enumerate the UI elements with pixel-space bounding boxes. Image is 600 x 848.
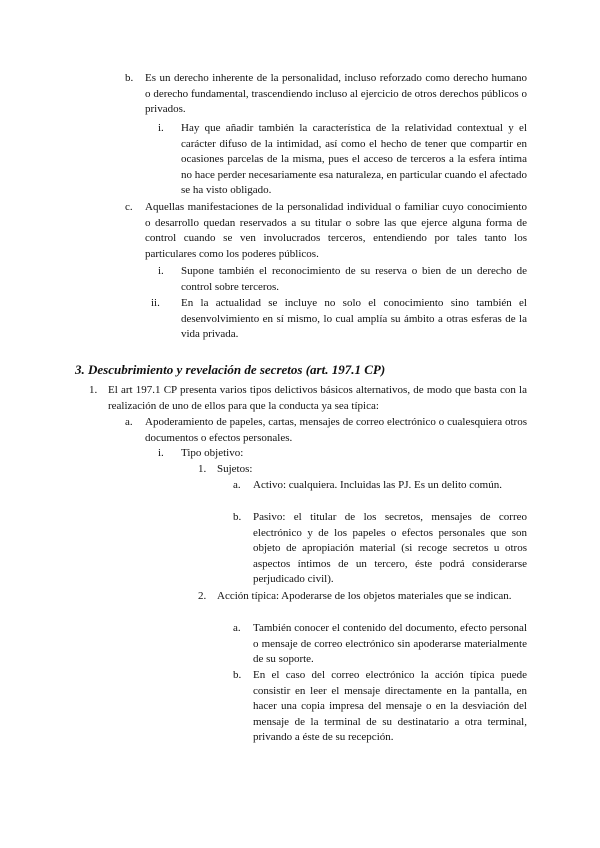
list-marker: a. (125, 416, 133, 428)
list-marker: i. (158, 447, 164, 459)
list-item-c-i (158, 264, 527, 295)
list-item-sujetos-b (233, 510, 527, 588)
list-marker: b. (233, 511, 242, 523)
list-item-text: En el caso del correo electrónico la acción típica puede consistir en leer el mensaje directamente en la pantalla, en hacer una copia impresa del mensaje o en la desviación del mensaje de la terminal de su destinatario a otra terminal, privando a éste de su recepción. (253, 669, 527, 743)
list-item-text: Supone también el reconocimiento de su reserva o bien de un derecho de control sobre terceros. (181, 265, 527, 293)
list-item-1 (89, 383, 527, 414)
list-item-sujetos-a (233, 478, 527, 494)
list-item-1-a-i (158, 446, 527, 462)
list-item-text: Pasivo: el titular de los secretos, mensajes de correo electrónico y de los papeles o efectos personales que son objeto de apropiación material (si recoge secretos u otros aspectos íntimos de un tercero, éste podrá considerarse perjudicado civil). (253, 511, 527, 585)
list-marker: b. (233, 669, 242, 681)
list-marker: 1. (198, 463, 207, 475)
section-heading: 3. Descubrimiento y revelación de secretos (art. 197.1 CP) (75, 362, 386, 377)
list-marker: a. (233, 622, 241, 634)
list-item-c (125, 200, 527, 262)
list-item-accion-a (233, 621, 527, 668)
list-item-text: Hay que añadir también la característica de la relatividad contextual y el carácter difuso de la intimidad, así como el hecho de tener que compartir en ocasiones parcelas de la misma, pues el acceso de terceros a la esfera íntima no hace perder necesariamente esa naturaleza, en particular cuando el afectado se ha visto obligado. (181, 122, 527, 196)
list-marker: c. (125, 201, 133, 213)
list-item-text: En la actualidad se incluye no solo el conocimiento sino también el desenvolvimiento en sí mismo, lo cual amplía su ámbito a otras esferas de la vida privada. (181, 297, 527, 340)
list-marker: b. (125, 72, 134, 84)
list-marker: a. (233, 479, 241, 491)
list-marker: i. (158, 122, 164, 134)
list-marker: 1. (89, 384, 98, 396)
list-item-text: Es un derecho inherente de la personalidad, incluso reforzado como derecho humano o derecho fundamental, trascendiendo incluso al ejercicio de otros derechos públicos o privados. (145, 72, 527, 115)
list-item-text: Apoderamiento de papeles, cartas, mensajes de correo electrónico o cualesquiera otros documentos o efectos personales. (145, 416, 527, 444)
list-item-text: Sujetos: (217, 463, 253, 475)
list-item-text: Tipo objetivo: (181, 447, 244, 459)
list-item-text: También conocer el contenido del documento, efecto personal o mensaje de correo electrónico sin apoderarse materialmente de su soporte. (253, 622, 527, 665)
list-marker: i. (158, 265, 164, 277)
list-item-text: Aquellas manifestaciones de la personalidad individual o familiar cuyo conocimiento o desarrollo quedan reservados a su titular o sobre las que ejerce alguna forma de control cuando se ven involucrados terceros, entendiendo por tales tanto los particulares como los poderes públicos. (145, 201, 527, 260)
list-item-text: Activo: cualquiera. Incluidas las PJ. Es un delito común. (253, 479, 502, 491)
list-item-text: Acción típica: Apoderarse de los objetos materiales que se indican. (217, 590, 512, 602)
list-item-accion-b (233, 668, 527, 746)
list-item-c-ii (151, 296, 527, 343)
list-item-sujetos (198, 462, 527, 478)
list-marker: ii. (151, 297, 160, 309)
list-item-b (125, 71, 527, 118)
list-marker: 2. (198, 590, 207, 602)
list-item-accion (198, 589, 527, 605)
list-item-1-a (125, 415, 527, 446)
list-item-b-i (158, 121, 527, 199)
list-item-text: El art 197.1 CP presenta varios tipos delictivos básicos alternativos, de modo que basta con la realización de uno de ellos para que la conducta ya sea típica: (108, 384, 527, 412)
